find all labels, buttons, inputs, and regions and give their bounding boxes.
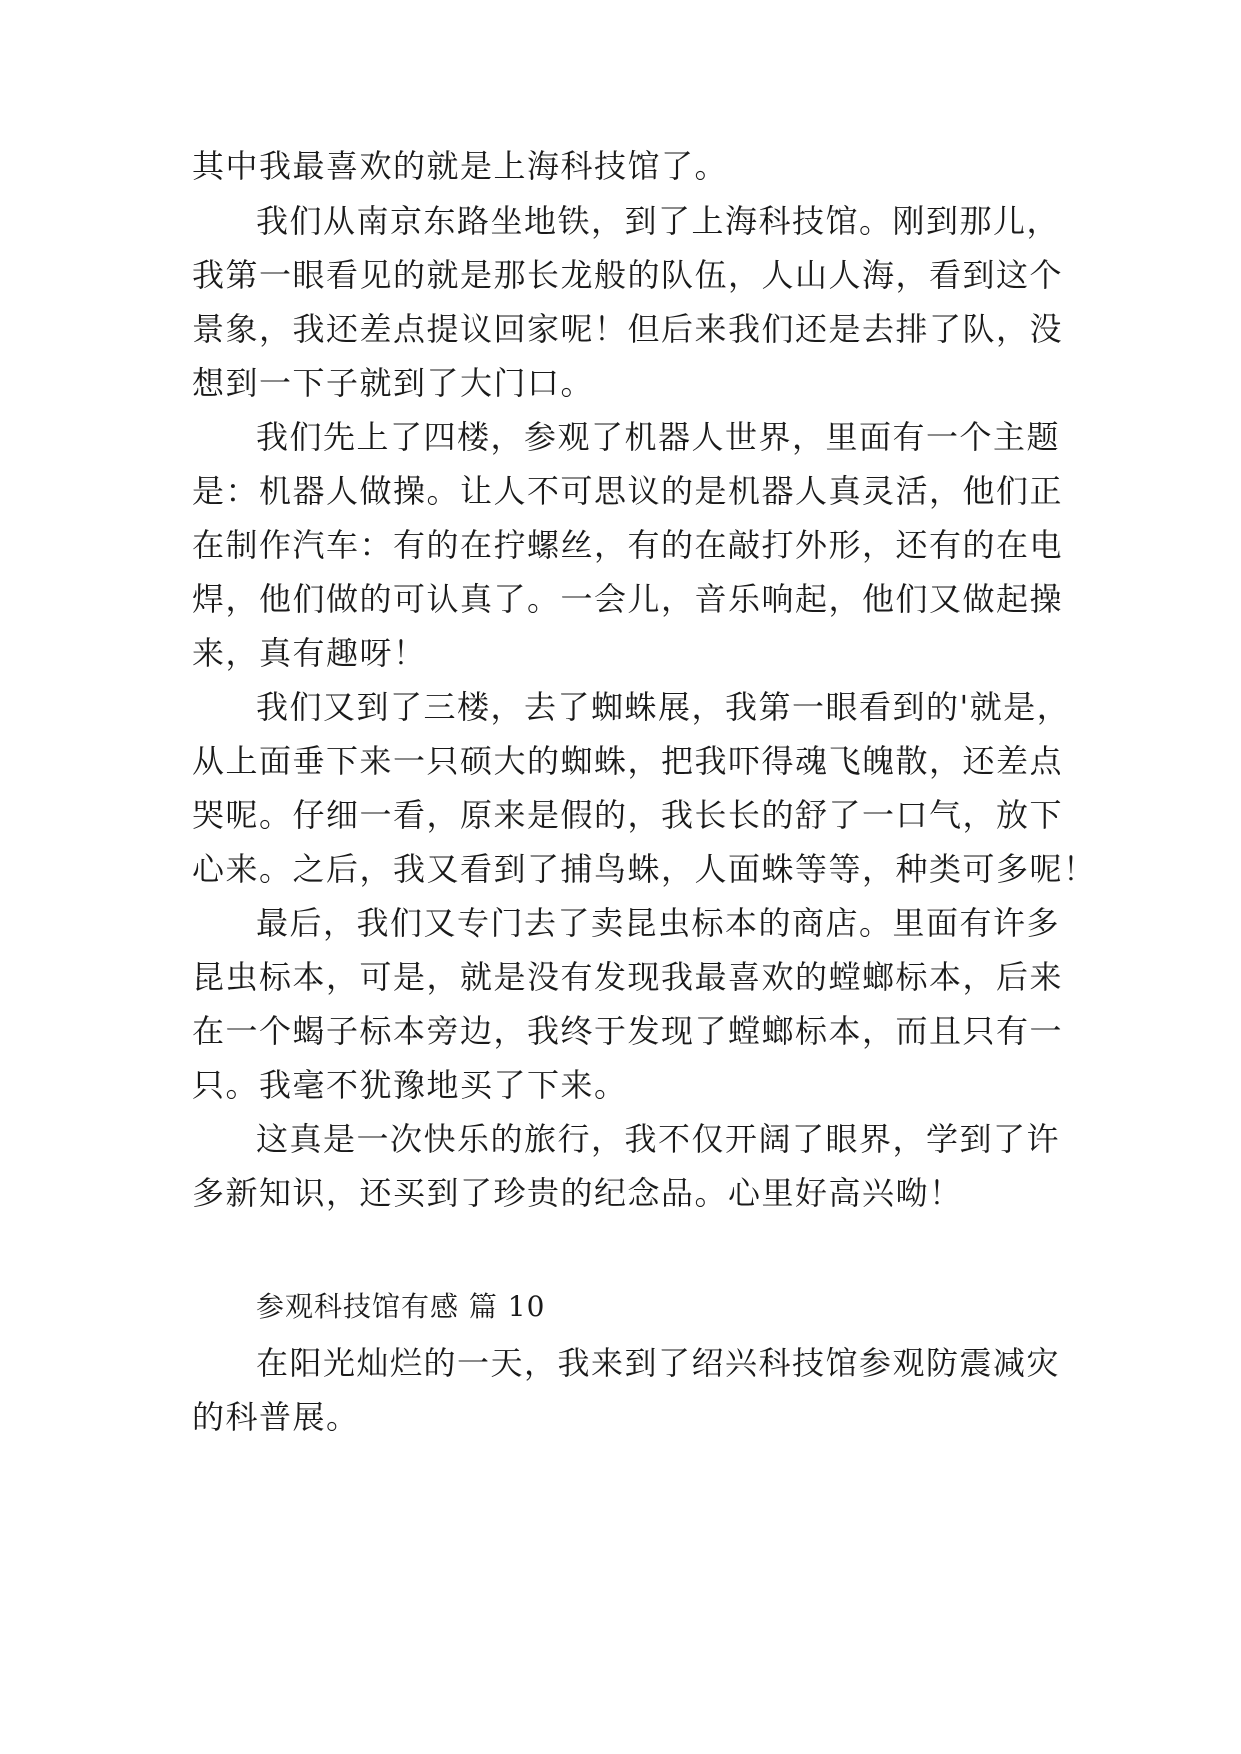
paragraph-4-line-1: 我们又到了三楼，去了蜘蛛展，我第一眼看到的'就是， [256,688,1071,726]
paragraph-3-line-1: 我们先上了四楼，参观了机器人世界，里面有一个主题 [256,418,1061,456]
paragraph-4-line-4: 心来。之后，我又看到了捕鸟蛛，人面蛛等等，种类可多呢！ [192,850,1097,888]
paragraph-1-line-1: 其中我最喜欢的就是上海科技馆了。 [192,147,729,185]
paragraph-6-line-1: 这真是一次快乐的旅行，我不仅开阔了眼界，学到了许 [256,1120,1061,1158]
paragraph-4-line-3: 哭呢。仔细一看，原来是假的，我长长的舒了一口气，放下 [192,796,1064,834]
paragraph-4-line-2: 从上面垂下来一只硕大的蜘蛛，把我吓得魂飞魄散，还差点 [192,742,1064,780]
paragraph-6-line-2: 多新知识，还买到了珍贵的纪念品。心里好高兴呦！ [192,1174,963,1212]
paragraph-5-line-1: 最后，我们又专门去了卖昆虫标本的商店。里面有许多 [256,904,1061,942]
section-heading: 参观科技馆有感 篇 10 [256,1290,546,1323]
paragraph-2-line-4: 想到一下子就到了大门口。 [192,364,595,402]
paragraph-5-line-4: 只。我毫不犹豫地买了下来。 [192,1066,628,1104]
paragraph-3-line-3: 在制作汽车：有的在拧螺丝，有的在敲打外形，还有的在电 [192,526,1064,564]
paragraph-3-line-4: 焊，他们做的可认真了。一会儿，音乐响起，他们又做起操 [192,580,1064,618]
paragraph-5-line-3: 在一个蝎子标本旁边，我终于发现了螳螂标本，而且只有一 [192,1012,1064,1050]
paragraph-5-line-2: 昆虫标本，可是，就是没有发现我最喜欢的螳螂标本，后来 [192,958,1064,996]
paragraph-2-line-3: 景象，我还差点提议回家呢！但后来我们还是去排了队，没 [192,310,1064,348]
closing-paragraph-line-2: 的科普展。 [192,1398,360,1436]
paragraph-3-line-2: 是：机器人做操。让人不可思议的是机器人真灵活，他们正 [192,472,1064,510]
paragraph-2-line-2: 我第一眼看见的就是那长龙般的队伍，人山人海，看到这个 [192,256,1064,294]
closing-paragraph-line-1: 在阳光灿烂的一天，我来到了绍兴科技馆参观防震减灾 [256,1344,1061,1382]
paragraph-2-line-1: 我们从南京东路坐地铁，到了上海科技馆。刚到那儿， [256,202,1061,240]
paragraph-3-line-5: 来，真有趣呀！ [192,634,427,672]
